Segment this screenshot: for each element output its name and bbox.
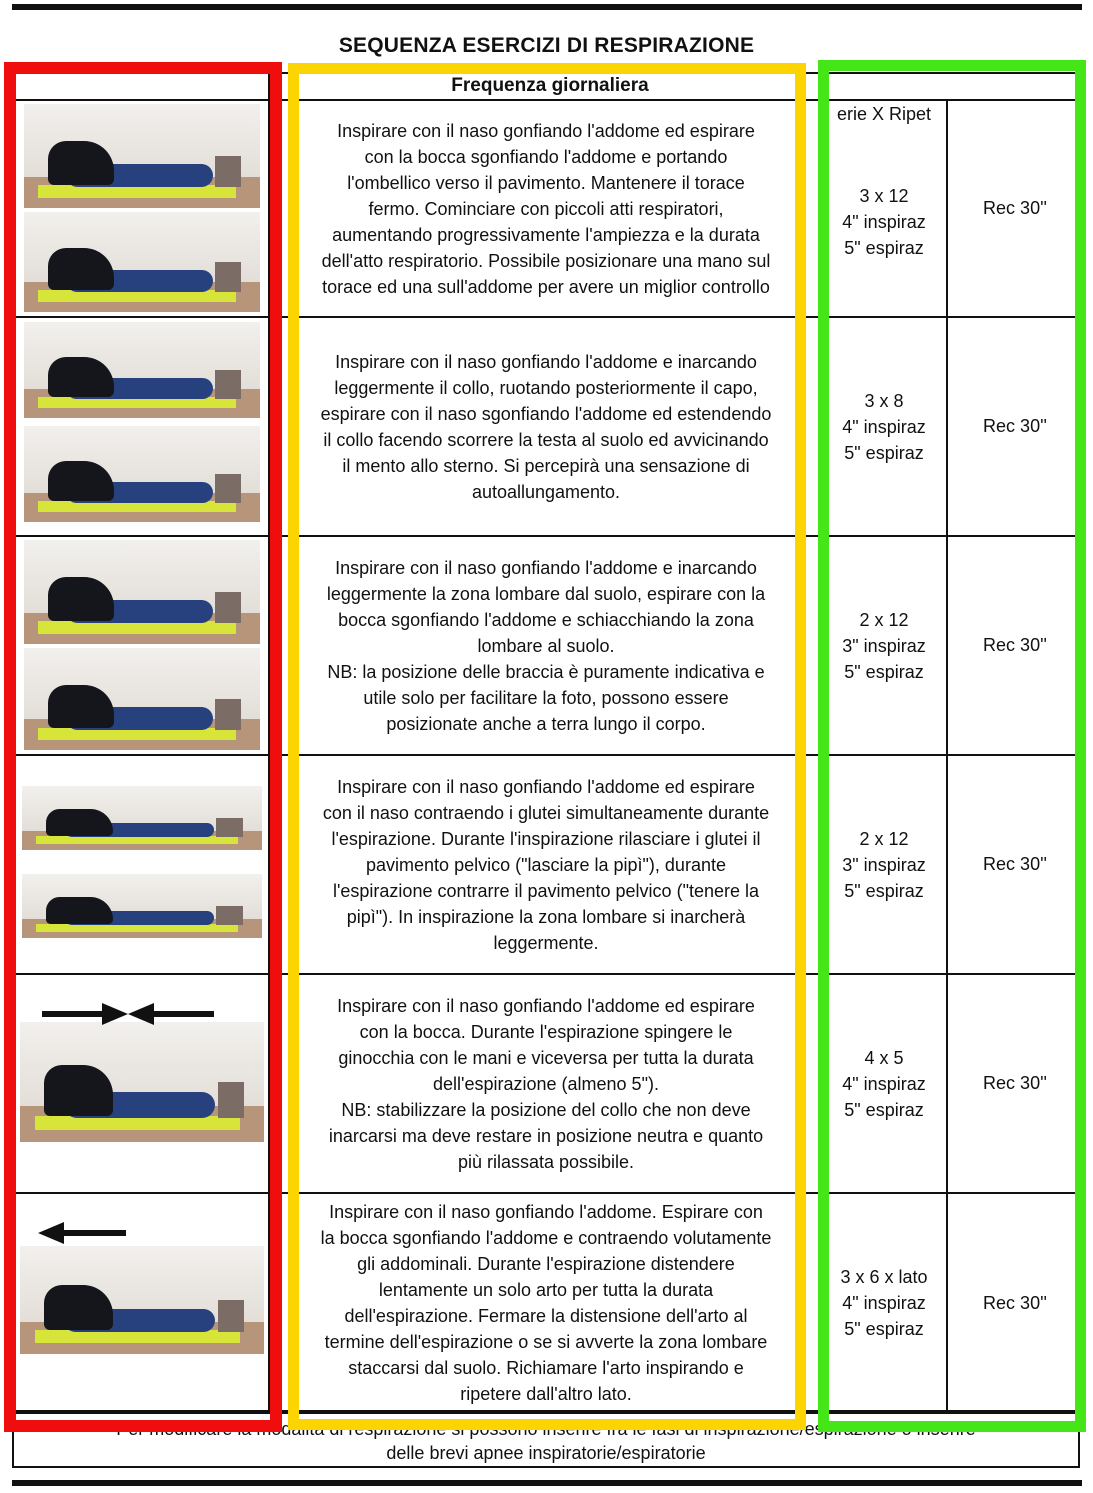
serie-cell: 3 x 8 4" inspiraz 5" espiraz	[842, 390, 926, 463]
exercise-description: Inspirare con il naso gonfiando l'addome ed espirare con il naso contraendo i glutei simultaneamente durante l'espirazione. Durante l'inspirazione rilasciare i glutei il pavimento pelvico ("lasciare la pipì"), durante l'espirazione contrarre il pavimento pelvico ("tenere la pipì"). In inspirazione la zona lombare si inarcherà leggermente.	[322, 776, 770, 953]
serie-cell: 3 x 6 x lato 4" inspiraz 5" espiraz	[840, 1267, 928, 1339]
exercise-description: Inspirare con il naso gonfiando l'addome ed espirare con la bocca. Durante l'espirazione spingere le ginocchia con le mani e viceversa per tutta la durata dell'espirazione (almeno 5"). NB: stabilizzare la posizione del collo che non deve inarcarsi ma deve restare in posizione neutra e quanto più rilassata possibile.	[328, 995, 764, 1172]
description-column-highlight	[288, 63, 806, 1430]
frequency-header: Frequenza giornaliera	[451, 75, 649, 96]
serie-rec-column-highlight	[818, 60, 1086, 1432]
serie-cell: 2 x 12 3" inspiraz 5" espiraz	[842, 609, 926, 682]
photo-column-highlight	[4, 62, 282, 1432]
page-title: SEQUENZA ESERCIZI DI RESPIRAZIONE	[338, 34, 755, 57]
serie-cell: 3 x 12 4" inspiraz 5" espiraz	[842, 186, 926, 258]
serie-header: erie X Ripet	[836, 104, 932, 124]
rec-cell: Rec 30''	[983, 1292, 1047, 1313]
footer-note: Per modificare la modalità di respirazione si possono inserire fra le fasi di inspirazione/espirazione o inserire delle brevi apnee inspiratorie/espiratorie	[12, 1412, 1080, 1468]
rec-cell: Rec 30''	[983, 198, 1047, 218]
serie-cell: 2 x 12 3" inspiraz 5" espiraz	[842, 828, 926, 901]
exercise-description: Inspirare con il naso gonfiando l'addome e inarcando leggermente la zona lombare dal suolo, espirare con la bocca sgonfiando l'addome e schiacchiando la zona lombare al suolo. NB: la posizione delle braccia è puramente indicativa e utile solo per facilitare la foto, possono essere posizionate anche a terra lungo il corpo.	[326, 557, 766, 734]
exercise-description: Inspirare con il naso gonfiando l'addome e inarcando leggermente il collo, ruotando posteriormente il capo, espirare con il naso sgonfiando l'addome ed estendendo il collo facendo scorrere la testa al suolo ed avvicinando il mento allo sterno. Si percepirà una sensazione di autoallungamento.	[320, 351, 772, 502]
serie-cell: 4 x 5 4" inspiraz 5" espiraz	[842, 1047, 926, 1120]
rec-cell: Rec 30''	[983, 1073, 1047, 1093]
bottom-rule	[12, 1480, 1082, 1486]
rec-cell: Rec 30''	[983, 854, 1047, 874]
rec-cell: Rec 30''	[983, 416, 1047, 436]
rec-cell: Rec 30''	[983, 635, 1047, 655]
exercise-description: Inspirare con il naso gonfiando l'addome ed espirare con la bocca sgonfiando l'addome e portando l'ombellico verso il pavimento. Mantenere il torace fermo. Cominciare con piccoli atti respiratori, aumentando progressivamente l'ampiezza e la durata dell'atto respiratorio. Possibile posizionare una mano sul torace ed una sull'addome per avere un miglior controllo	[321, 120, 771, 297]
exercise-description: Inspirare con il naso gonfiando l'addome. Espirare con la bocca sgonfiando l'addome e contraendo volutamente gli addominali. Durante l'espirazione distendere lentamente un solo arto per tutta la durata dell'espirazione. Fermare la distensione dell'arto al termine dell'espirazione o se si avverte la zona lombare staccarsi dal suolo. Richiamare l'arto inspirando e ripetere dall'altro lato.	[320, 1202, 772, 1404]
top-rule	[12, 4, 1082, 10]
